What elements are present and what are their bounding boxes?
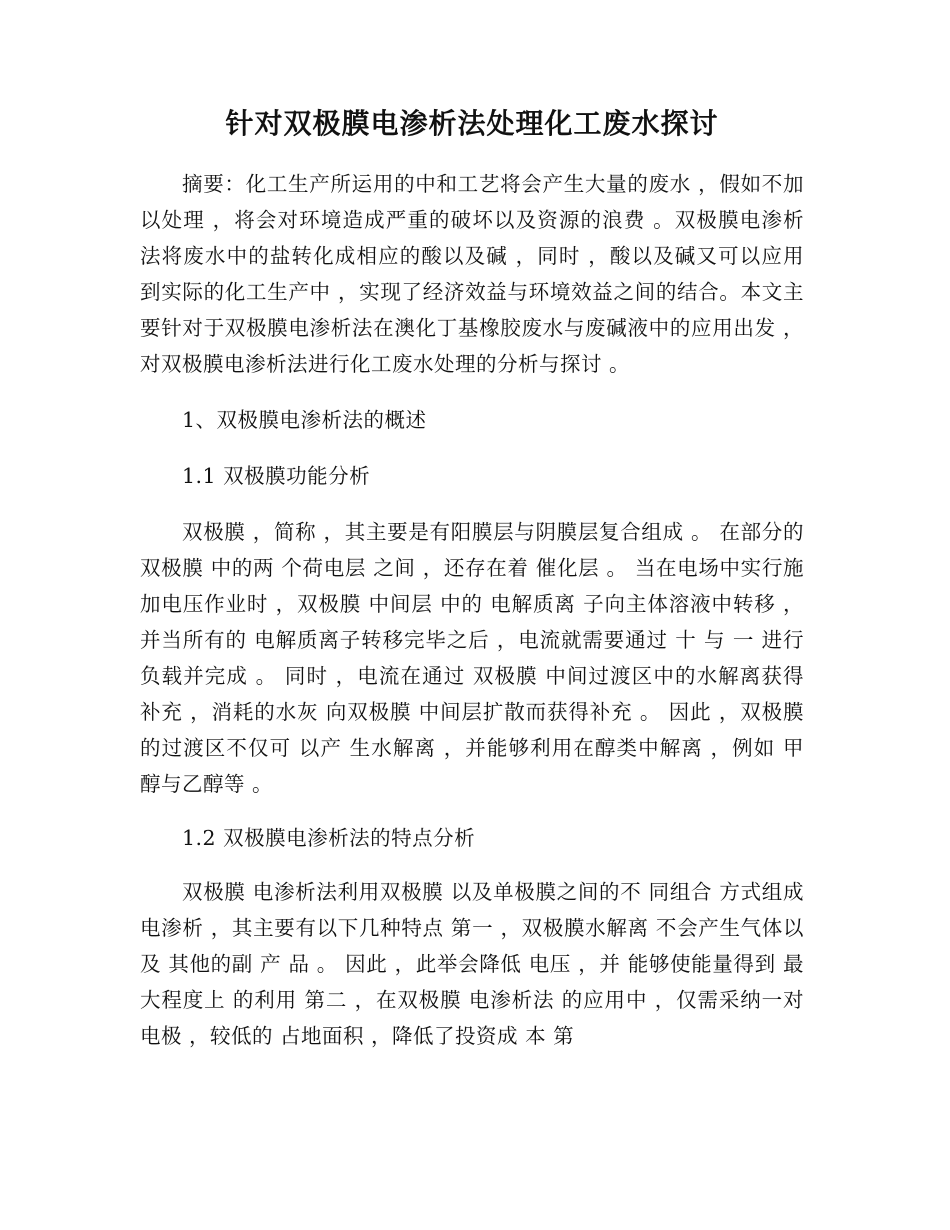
document-title: 针对双极膜电渗析法处理化工废水探讨 (225, 107, 719, 140)
section-1-1-paragraph: 双极膜 ，简称 ，其主要是有阳膜层与阴膜层复合组成 。 在部分的双极膜 中的两 个荷电层 之间 ，还存在着 催化层 。 当在电场中实行施加电压作业时 ，双极膜 中间层 中的 电解质离 子向主体溶液中转移 ，并当所有的 电解质离子转移完毕之后 ，电流就需要通过 十 与 一 进行负载并完成 。 同时 ，电流在通过 双极膜 中间过渡区中的水解离获得补充 ，消耗的水灰 向双极膜 中间层扩散而获得补充 。 因此 ，双极膜的过渡区不仅可 以产 生水解离 ，并能够利用在醇类中解离 ，例如 甲醇与乙醇等 。 (140, 520, 804, 796)
abstract-paragraph: 摘要：化工生产所运用的中和工艺将会产生大量的废水 ，假如不加以处理 ，将会对环境造成严重的破坏以及资源的浪费 。双极膜电渗析法将废水中的盐转化成相应的酸以及碱 ，同时 ，酸以及碱又可以应用到实际的化工生产中 ，实现了经济效益与环境效益之间的结合。本文主要针对于双极膜电渗析法在澳化丁基橡胶废水与废碱液中的应用出发 ，对双极膜电渗析法进行化工废水处理的分析与探讨 。 (140, 172, 804, 376)
section-1-2-paragraph: 双极膜 电渗析法利用双极膜 以及单极膜之间的不 同组合 方式组成 电渗析 ，其主要有以下几种特点 第一 ，双极膜水解离 不会产生气体以及 其他的副 产 品 。 因此 ，此举会降低 电压 ，并 能够使能量得到 最大程度上 的利用 第二 ，在双极膜 电渗析法 的应用中 ，仅需采纳一对 电极 ，较低的 占地面积 ，降低了投资成 本 第 (140, 880, 804, 1048)
section-1-2-heading: 1.2 双极膜电渗析法的特点分析 (182, 826, 476, 850)
section-1-heading: 1、双极膜电渗析法的概述 (182, 408, 427, 432)
section-1-1-heading: 1.1 双极膜功能分析 (182, 464, 371, 488)
document-page (140, 104, 804, 1054)
